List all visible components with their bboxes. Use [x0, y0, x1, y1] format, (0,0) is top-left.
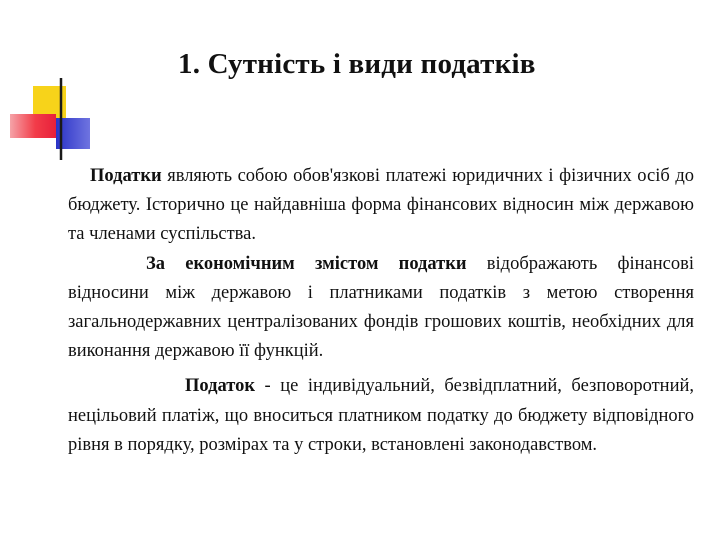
paragraph-text: являють собою обов'язкові платежі юридичних і фізичних осіб до бюджету. Історично це найдавніша форма фінансових відносин між державою та членами суспільства.	[68, 166, 694, 245]
paragraph-economic-content	[68, 250, 694, 367]
decor-red-bar	[10, 114, 56, 138]
term-podatok: Податок	[185, 376, 255, 397]
term-podatky: Податки	[90, 166, 162, 186]
paragraph-text: відображають фінансові відносини між державою і платниками податків з метою створення загальнодержавних централізованих фондів грошових коштів, необхідних для виконання державою її функцій.	[68, 253, 694, 362]
paragraph-text: - це індивідуальний, безвідплатний, безповоротний, нецільовий платіж, що вноситься платником податку до бюджету відповідного рівня в порядку, розмірах та у строки, встановлені законодавством.	[68, 376, 694, 455]
paragraph-tax-definition	[68, 372, 694, 460]
slide-title: 1. Сутність і види податків	[178, 48, 536, 80]
slide-body	[68, 162, 694, 460]
term-economic-content: За економічним змістом податки	[146, 253, 467, 274]
paragraph-definition	[68, 162, 694, 250]
